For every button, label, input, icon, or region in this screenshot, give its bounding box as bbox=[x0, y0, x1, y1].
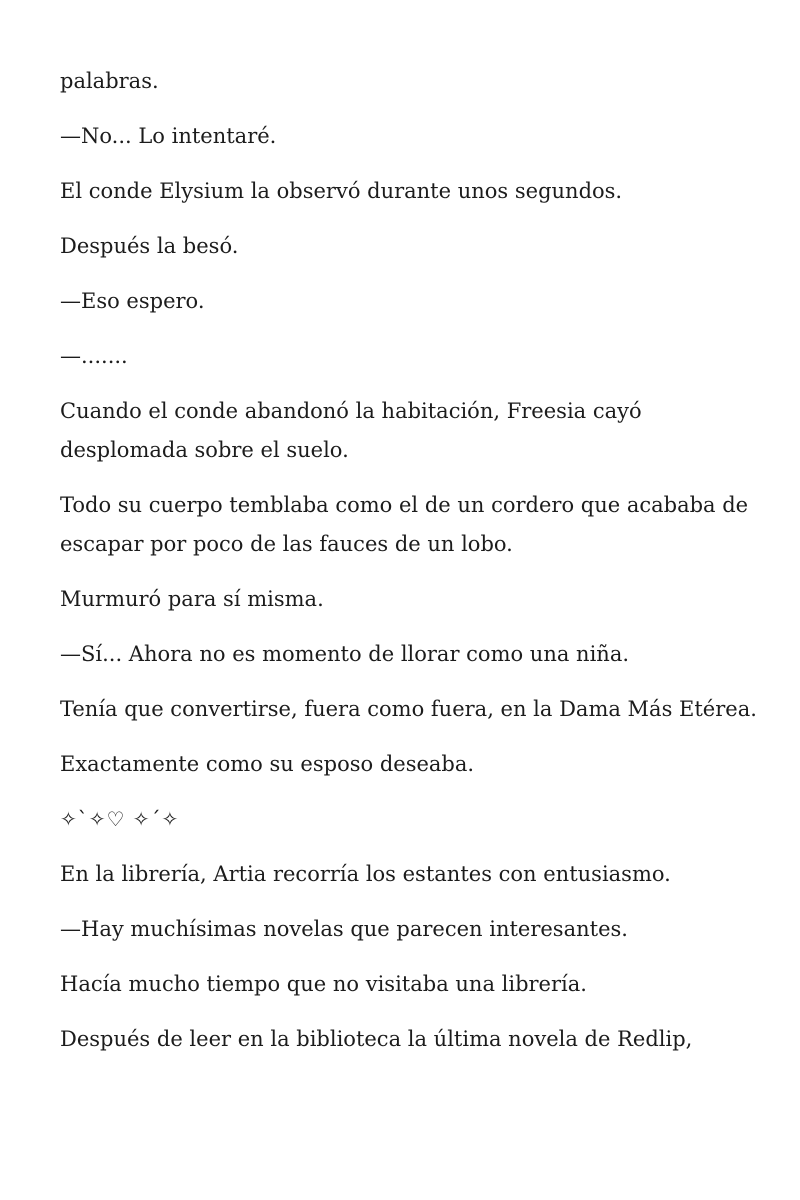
paragraph: —Eso espero. bbox=[60, 289, 205, 313]
paragraph: Después la besó. bbox=[60, 234, 239, 258]
paragraph: palabras. bbox=[60, 69, 159, 93]
paragraph: Todo su cuerpo temblaba como el de un cordero que acababa de escapar por poco de las fauces de un lobo. bbox=[60, 493, 749, 556]
paragraph: Cuando el conde abandonó la habitación, Freesia cayó desplomada sobre el suelo. bbox=[60, 399, 642, 462]
paragraph: —No... Lo intentaré. bbox=[60, 124, 277, 148]
paragraph: —....... bbox=[60, 344, 128, 368]
paragraph: —Sí... Ahora no es momento de llorar como una niña. bbox=[60, 642, 630, 666]
document-page bbox=[60, 62, 760, 1075]
section-divider: ✧`✧♡ ✧´✧ bbox=[60, 807, 180, 831]
paragraph: El conde Elysium la observó durante unos segundos. bbox=[60, 179, 623, 203]
paragraph: Después de leer en la biblioteca la última novela de Redlip, bbox=[60, 1027, 693, 1051]
paragraph: Tenía que convertirse, fuera como fuera, en la Dama Más Etérea. bbox=[60, 697, 757, 721]
paragraph: Hacía mucho tiempo que no visitaba una librería. bbox=[60, 972, 587, 996]
paragraph: En la librería, Artia recorría los estantes con entusiasmo. bbox=[60, 862, 671, 886]
paragraph: Exactamente como su esposo deseaba. bbox=[60, 752, 475, 776]
paragraph: Murmuró para sí misma. bbox=[60, 587, 324, 611]
paragraph: —Hay muchísimas novelas que parecen interesantes. bbox=[60, 917, 628, 941]
